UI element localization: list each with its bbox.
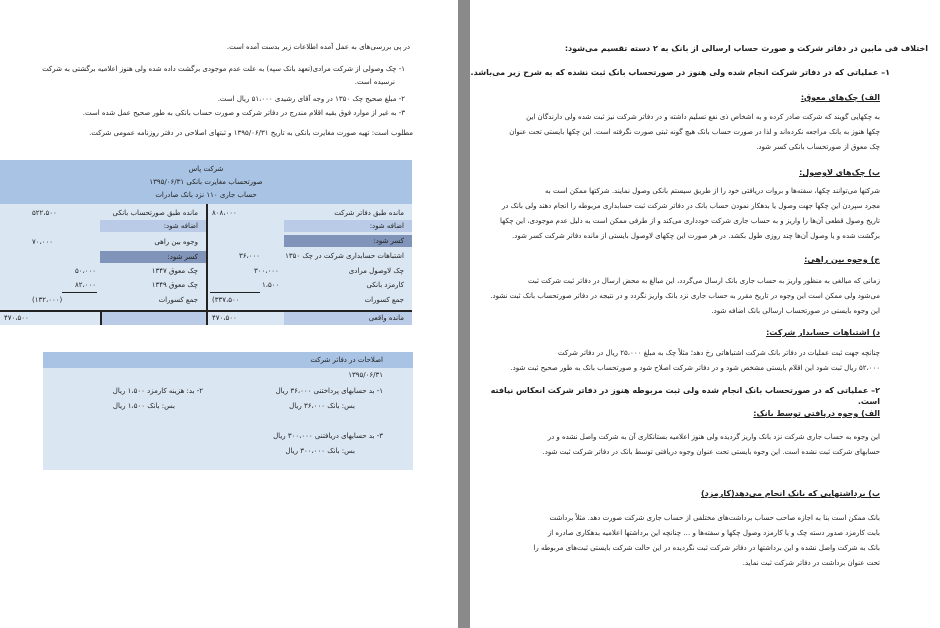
paragraph-line: مجرد سپردن این چکها جهت وصول یا بدهکار نمودن حساب بانک در دفاتر شرکت ثبت حسابداری مربوطه را انجام دهند ولی بانک در bbox=[501, 202, 880, 210]
paragraph-line: به چکهایی گویند که شرکت صادر کرده و به اشخاص ذی نفع تسلیم داشته و در دفاتر شرکت نیز ثبت شده ولی دارندگان این bbox=[526, 113, 880, 121]
section-2-heading: ۲– عملیاتی که در صورتحساب بانک انجام شده ولی ثبت مربوطه هنوز در دفاتر شرکت انعکاس نیافته است. bbox=[490, 386, 880, 406]
total-less-value: (۳۳۷،۵۰۰ bbox=[212, 296, 240, 304]
main-heading: اختلاف فی مابین در دفاتر شرکت و صورت حساب ارسالی از بانک به ۲ دسته تقسیم می‌شود: bbox=[564, 44, 928, 53]
journal-entry: بس: بانک ۳۶،۰۰۰ ریال bbox=[289, 402, 355, 410]
error-check-label: اشتباهات حسابداری شرکت در چک ۱۳۵۰ bbox=[285, 252, 404, 260]
paragraph-line: تحت عنوان برداشت در دفاتر شرکت ثبت نماید. bbox=[742, 559, 880, 567]
paragraph-line: این وجوه به حساب جاری شرکت نزد بانک واریز گردیده ولی هنوز اعلامیه بستانکاری آن به شرکت واصل نشده و در bbox=[547, 433, 880, 441]
fee-value: ۱،۵۰۰ bbox=[262, 281, 280, 289]
paragraph-line: این وجوه بایستی در صورتحساب ارسالی بانک اضافه شود. bbox=[711, 307, 880, 315]
company-name: شرکت پاس bbox=[188, 165, 224, 173]
journal-entry: ۳- بد حسابهای دریافتنی ۳۰۰،۰۰۰ ریال bbox=[273, 432, 383, 440]
morad-value: ۳۰۰،۰۰۰ bbox=[254, 267, 279, 275]
subsection-title: الف) چک‌های معوق: bbox=[800, 93, 880, 102]
check-1347-label: چک معوق ۱۳۴۷ bbox=[151, 267, 198, 275]
paragraph-line: بانک ممکن است بنا به اجازه صاحب حساب برداشت‌های مختلفی از حساب جاری شرکت صورت دهد. مثلاً برداشت bbox=[549, 514, 880, 522]
balance-per-books-value: ۸۰۸،۰۰۰ bbox=[212, 209, 237, 217]
paragraph-line: ۵۲،۰۰۰ ریال ثبت شود این اقلام بایستی مشخص شود و در دفاتر شرکت اصلاح شود و صورتحساب بانک به طور صحیح ثبت شود. bbox=[510, 364, 880, 372]
subsection-title: ج) وجوه بین راهی: bbox=[804, 255, 880, 264]
bank-total-less-value: (۱۳۲،۰۰۰) bbox=[32, 296, 63, 304]
subsection-title: د) اشتباهات حسابدار شرکت: bbox=[766, 328, 880, 337]
adjusted-balance-label: مانده واقعی bbox=[368, 314, 404, 322]
required-text: مطلوب است: تهیه صورت مغایرت بانکی به تاریخ ۱۳۹۵/۰۶/۳۱ و ثبتهای اصلاحی در دفتر روزنامه عمومی شرکت. bbox=[89, 129, 413, 137]
bank-add-label: اضافه شود: bbox=[163, 222, 198, 230]
paragraph-line: شرکتها می‌توانند چکها، سفته‌ها و بروات دریافتی خود را از طریق سیستم بانکی وصول نمایند. شرکتها ممکن است به bbox=[545, 187, 880, 195]
total-less-label: جمع کسورات bbox=[364, 296, 404, 304]
list-item: ۳- به غیر از موارد فوق بقیه اقلام مندرج در دفاتر شرکت و صورت حساب بانکی به طور صحیح عمل شده است. bbox=[82, 109, 405, 117]
paragraph-line: می‌شود ولی ممکن است این وجوه در تاریخ مقرر به حساب جاری نزد بانک واریز نگردد و در نتیجه در دفاتر صورتحساب بانک ثبت نشود. bbox=[490, 292, 880, 300]
journal-title: اصلاحات در دفاتر شرکت bbox=[310, 356, 383, 364]
table-header bbox=[0, 160, 412, 204]
balance-per-bank-value: ۵۲۲،۵۰۰ bbox=[32, 209, 57, 217]
account-title: حساب جاری ۱۱۰ نزد بانک صادرات bbox=[155, 191, 257, 199]
balance-per-books-label: مانده طبق دفاتر شرکت bbox=[334, 209, 404, 217]
list-item: نرسیده است. bbox=[354, 78, 395, 86]
morad-label: چک لاوصول مرادی bbox=[348, 267, 404, 275]
paragraph-line: بانک به شرکت واصل نشده و این برداشتها در دفاتر شرکت ثبت نگردیده در این حالت شرکت بایستی ثبت‌های مربوطه را bbox=[533, 544, 880, 552]
adjusting-entries-box bbox=[43, 352, 413, 470]
add-label: اضافه شود: bbox=[369, 222, 404, 230]
paragraph-line: چنانچه جهت ثبت عملیات در دفاتر بانک شرکت اشتباهاتی رخ دهد؛ مثلاً چک به مبلغ ۲۵،۰۰۰ ریال در دفاتر شرکت bbox=[557, 349, 880, 357]
bank-total-less-label: جمع کسورات bbox=[158, 296, 198, 304]
paragraph-line: چکها هنوز به بانک مراجعه نکرده‌اند و لذا در صورت حساب بانک هیچ گونه ثبتی صورت نگرفته است. این چکها بایستی تحت عنوان bbox=[509, 128, 880, 136]
subsection-title: ب) چک‌های لاوصول: bbox=[799, 168, 880, 177]
list-item: ۲- مبلغ صحیح چک ۱۳۵۰ در وجه آقای رشیدی ۵۱،۰۰۰ ریال است. bbox=[217, 95, 405, 103]
statement-title: صورتحساب مغایرت بانکی ۱۳۹۵/۰۶/۳۱ bbox=[149, 178, 263, 186]
paragraph-line: حسابهای شرکت ثبت نشده است. این وجوه بایستی تحت عنوان وجوه دریافتی توسط بانک در دفاتر شرکت ثبت شود. bbox=[542, 448, 880, 456]
reconciliation-table bbox=[0, 160, 412, 325]
check-1349-value: ۸۲،۰۰۰ bbox=[75, 281, 97, 289]
paragraph-line: برگشت شده و یا وصول آن‌ها چند روزی طول بکشد. در هر صورت این چکهای لاوصول بایستی از مانده دفاتر شرکت کسر شود. bbox=[512, 232, 880, 240]
intro-text: در پی بررسی‌های به عمل آمده اطلاعات زیر بدست آمده است. bbox=[226, 43, 410, 51]
left-page bbox=[0, 0, 458, 628]
paragraph-line: زمانی که مبالغی به منظور واریز به حساب جاری بانک ارسال می‌گردد، این مبالغ به محض ارسال در دفاتر ثبت شرکت ثبت bbox=[527, 277, 880, 285]
fee-label: کارمزد بانکی bbox=[366, 281, 404, 289]
check-1347-value: ۵۰،۰۰۰ bbox=[75, 267, 97, 275]
adjusted-balance-value: ۴۷۰،۵۰۰ bbox=[212, 314, 237, 322]
journal-entry: بس: بانک ۳۰۰،۰۰۰ ریال bbox=[285, 447, 355, 455]
less-label: کسر شود: bbox=[373, 237, 404, 245]
deposit-in-transit-label: وجوه بین راهی bbox=[154, 238, 198, 246]
subsection-title: الف) وجوه دریافتی توسط بانک: bbox=[753, 409, 880, 418]
check-1349-label: چک معوق ۱۳۴۹ bbox=[151, 281, 198, 289]
right-page bbox=[470, 0, 940, 628]
journal-date: ۱۳۹۵/۰۶/۳۱ bbox=[348, 371, 383, 379]
paragraph-line: بابت کارمزد صدور دسته چک و یا کارمزد وصول چکها و سفته‌ها و … چنانچه این برداشتها اعلامیه بدهکاری صادره از bbox=[547, 529, 880, 537]
balance-per-bank-label: مانده طبق صورتحساب بانکی bbox=[112, 209, 198, 217]
bank-less-label: کسر شود: bbox=[167, 253, 198, 261]
paragraph-line: چک معوق از صورتحساب بانکی کسر شود. bbox=[756, 143, 880, 151]
journal-entry: بس: بانک ۱،۵۰۰ ریال bbox=[112, 402, 175, 410]
error-check-value: ۳۶،۰۰۰ bbox=[239, 252, 261, 260]
paragraph-line: تاریخ وصول قطعی آن‌ها را واریز و به حساب جاری شرکت خودداری می‌کند و از طرفی ممکن است به دلیل عدم موجودی، این چکها bbox=[500, 217, 880, 225]
list-item: ۱- چک وصولی از شرکت مرادی(تعهد بانک سپه) به علت عدم موجودی برگشت داده شده ولی هنوز اعلامیه برگشتی به شرکت bbox=[42, 65, 405, 73]
deposit-in-transit-value: ۷۰،۰۰۰ bbox=[32, 238, 54, 246]
journal-entry: ۲- بد: هزینه کارمزد ۱،۵۰۰ ریال bbox=[112, 387, 203, 395]
bank-adjusted-value: ۴۷۰،۵۰۰ bbox=[4, 314, 29, 322]
section-1-heading: ۱– عملیاتی که در دفاتر شرکت انجام شده ولی هنوز در صورتحساب بانک ثبت نشده که به شرح زیر می‌باشد. bbox=[470, 68, 890, 77]
journal-entry: ۱- بد حسابهای پرداختنی ۳۶،۰۰۰ ریال bbox=[275, 387, 383, 395]
subsection-title: ب) برداشتهایی که بانک انجام می‌دهد(کارمزد) bbox=[701, 489, 880, 498]
